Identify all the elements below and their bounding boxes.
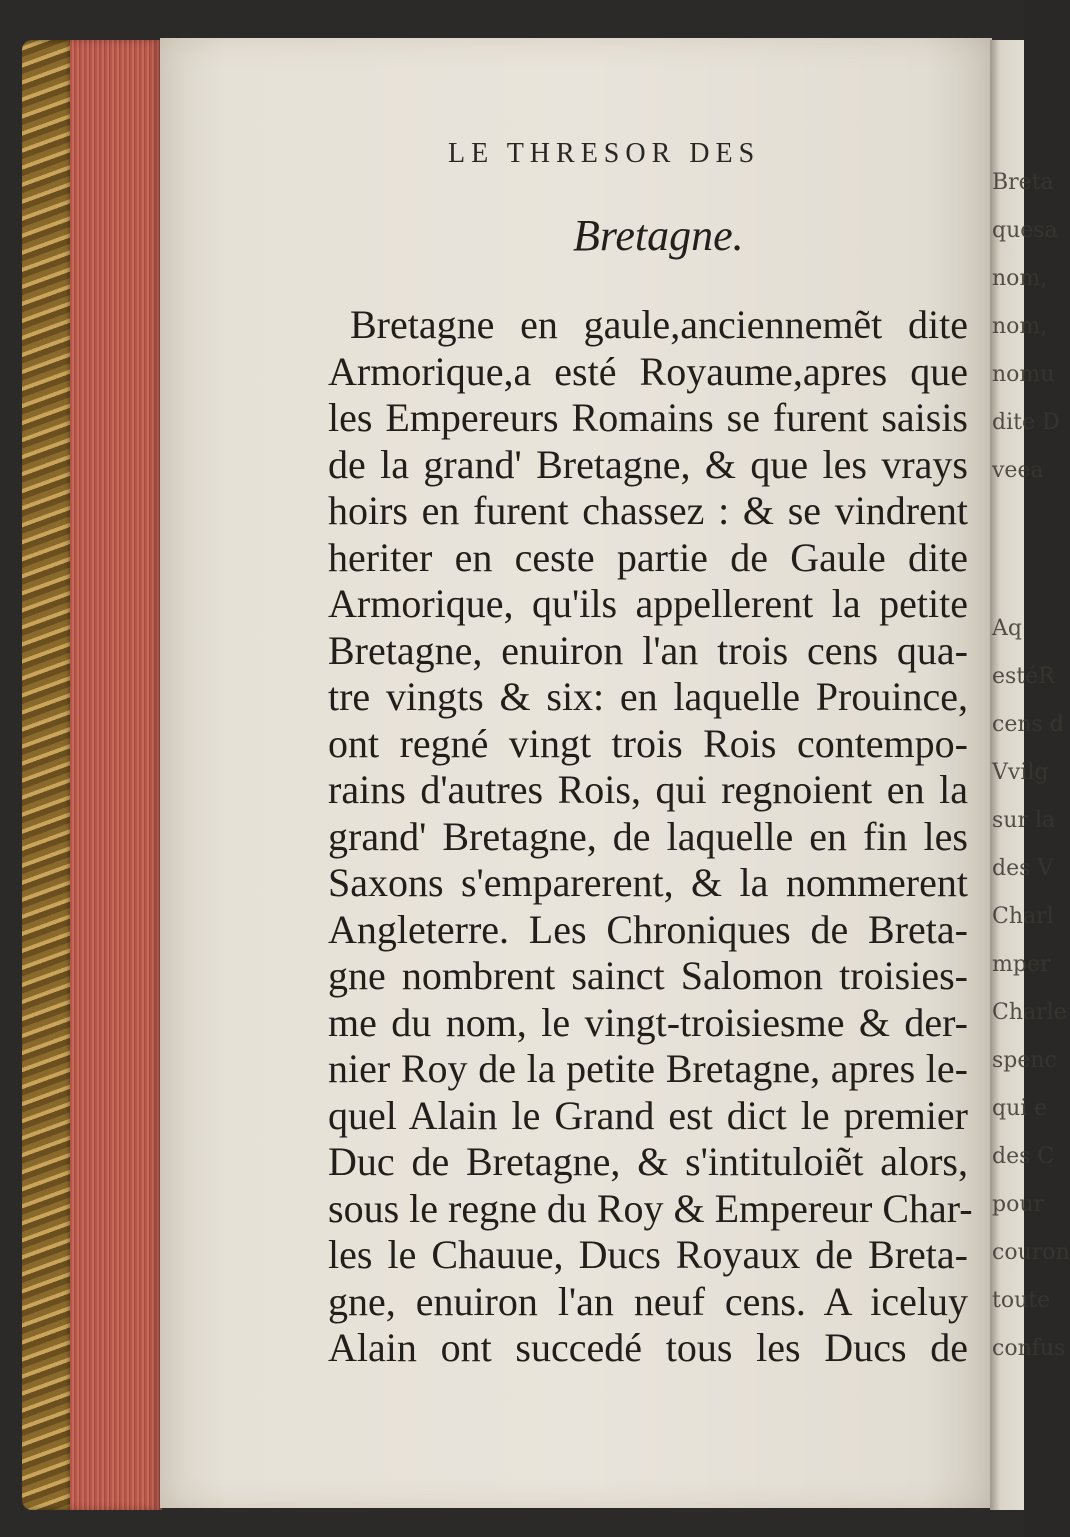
- facing-fragment: cens d: [992, 712, 1064, 737]
- text-line: tre vingts & six: en laquelle Prouince,: [328, 674, 968, 719]
- text-line: Bretagne, enuiron l'an trois cens qua-: [328, 627, 968, 673]
- facing-fragment: sur la: [992, 808, 1056, 833]
- text-line: quel Alain le Grand est dict le premier: [328, 1092, 968, 1138]
- text-line: les Empereurs Romains se furent saisis: [328, 395, 968, 440]
- facing-fragment: des C: [992, 1144, 1055, 1169]
- facing-fragment: dite D: [992, 410, 1060, 435]
- text-line: grand' Bretagne, de laquelle en fin les: [328, 813, 968, 859]
- gilt-edge: [22, 40, 74, 1510]
- facing-fragment: Vvilg: [992, 760, 1049, 785]
- facing-fragment: nom,: [992, 266, 1048, 291]
- section-title: Bretagne.: [573, 211, 744, 260]
- text-line: heriter en ceste partie de Gaule dite: [328, 534, 968, 580]
- facing-fragment: nom,: [992, 314, 1048, 339]
- text-line: nier Roy de la petite Bretagne, apres le-: [328, 1046, 968, 1091]
- facing-fragment: Breta: [992, 170, 1054, 195]
- facing-fragment: couron: [992, 1240, 1070, 1265]
- facing-fragment: toute: [992, 1288, 1051, 1313]
- facing-fragment: confus: [992, 1336, 1066, 1361]
- text-line: Duc de Bretagne, & s'intituloiẽt alors,: [328, 1139, 968, 1184]
- text-line: ont regné vingt trois Rois contempo-: [328, 720, 968, 766]
- text-line: Saxons s'emparerent, & la nommerent: [328, 860, 968, 905]
- text-line: gne, enuiron l'an neuf cens. A iceluy: [328, 1278, 968, 1324]
- facing-fragment: des V: [992, 856, 1054, 881]
- facing-page-edge: [990, 40, 1070, 1510]
- facing-fragment: spenc: [992, 1048, 1057, 1073]
- body-text: [328, 302, 973, 1372]
- facing-fragment: mper: [992, 952, 1051, 977]
- text-line: Alain ont succedé tous les Ducs de: [328, 1325, 968, 1370]
- text-line: Armorique, qu'ils appellerent la petite: [328, 581, 968, 626]
- facing-fragment: quesa: [992, 218, 1058, 243]
- facing-fragment: qui e: [992, 1096, 1048, 1121]
- text-line: Armorique,a esté Royaume,apres que: [328, 348, 968, 394]
- facing-fragment: veea: [992, 458, 1044, 483]
- facing-fragment: pour: [992, 1192, 1045, 1217]
- facing-fragment: nomu: [992, 362, 1055, 387]
- facing-fragment: Aq: [992, 616, 1022, 641]
- running-head: LE THRESOR DES: [448, 138, 761, 169]
- page-block-edge: [70, 40, 162, 1510]
- text-line: de la grand' Bretagne, & que les vrays: [328, 441, 968, 487]
- text-line: sous le regne du Roy & Empereur Char-: [328, 1185, 973, 1231]
- facing-fragment: estéR: [992, 664, 1055, 689]
- text-line: me du nom, le vingt-troisiesme & der-: [328, 999, 968, 1045]
- text-line: les le Chauue, Ducs Royaux de Breta-: [328, 1232, 968, 1277]
- text-line: rains d'autres Rois, qui regnoient en la: [328, 767, 968, 812]
- facing-fragment: Charl: [992, 904, 1054, 929]
- text-line: gne nombrent sainct Salomon troisies-: [328, 953, 968, 998]
- text-line: hoirs en furent chassez : & se vindrent: [328, 488, 968, 533]
- text-line: Angleterre. Les Chroniques de Breta-: [328, 906, 968, 952]
- text-line: Bretagne en gaule,anciennemẽt dite: [350, 302, 968, 347]
- facing-fragment: Charle: [992, 1000, 1067, 1025]
